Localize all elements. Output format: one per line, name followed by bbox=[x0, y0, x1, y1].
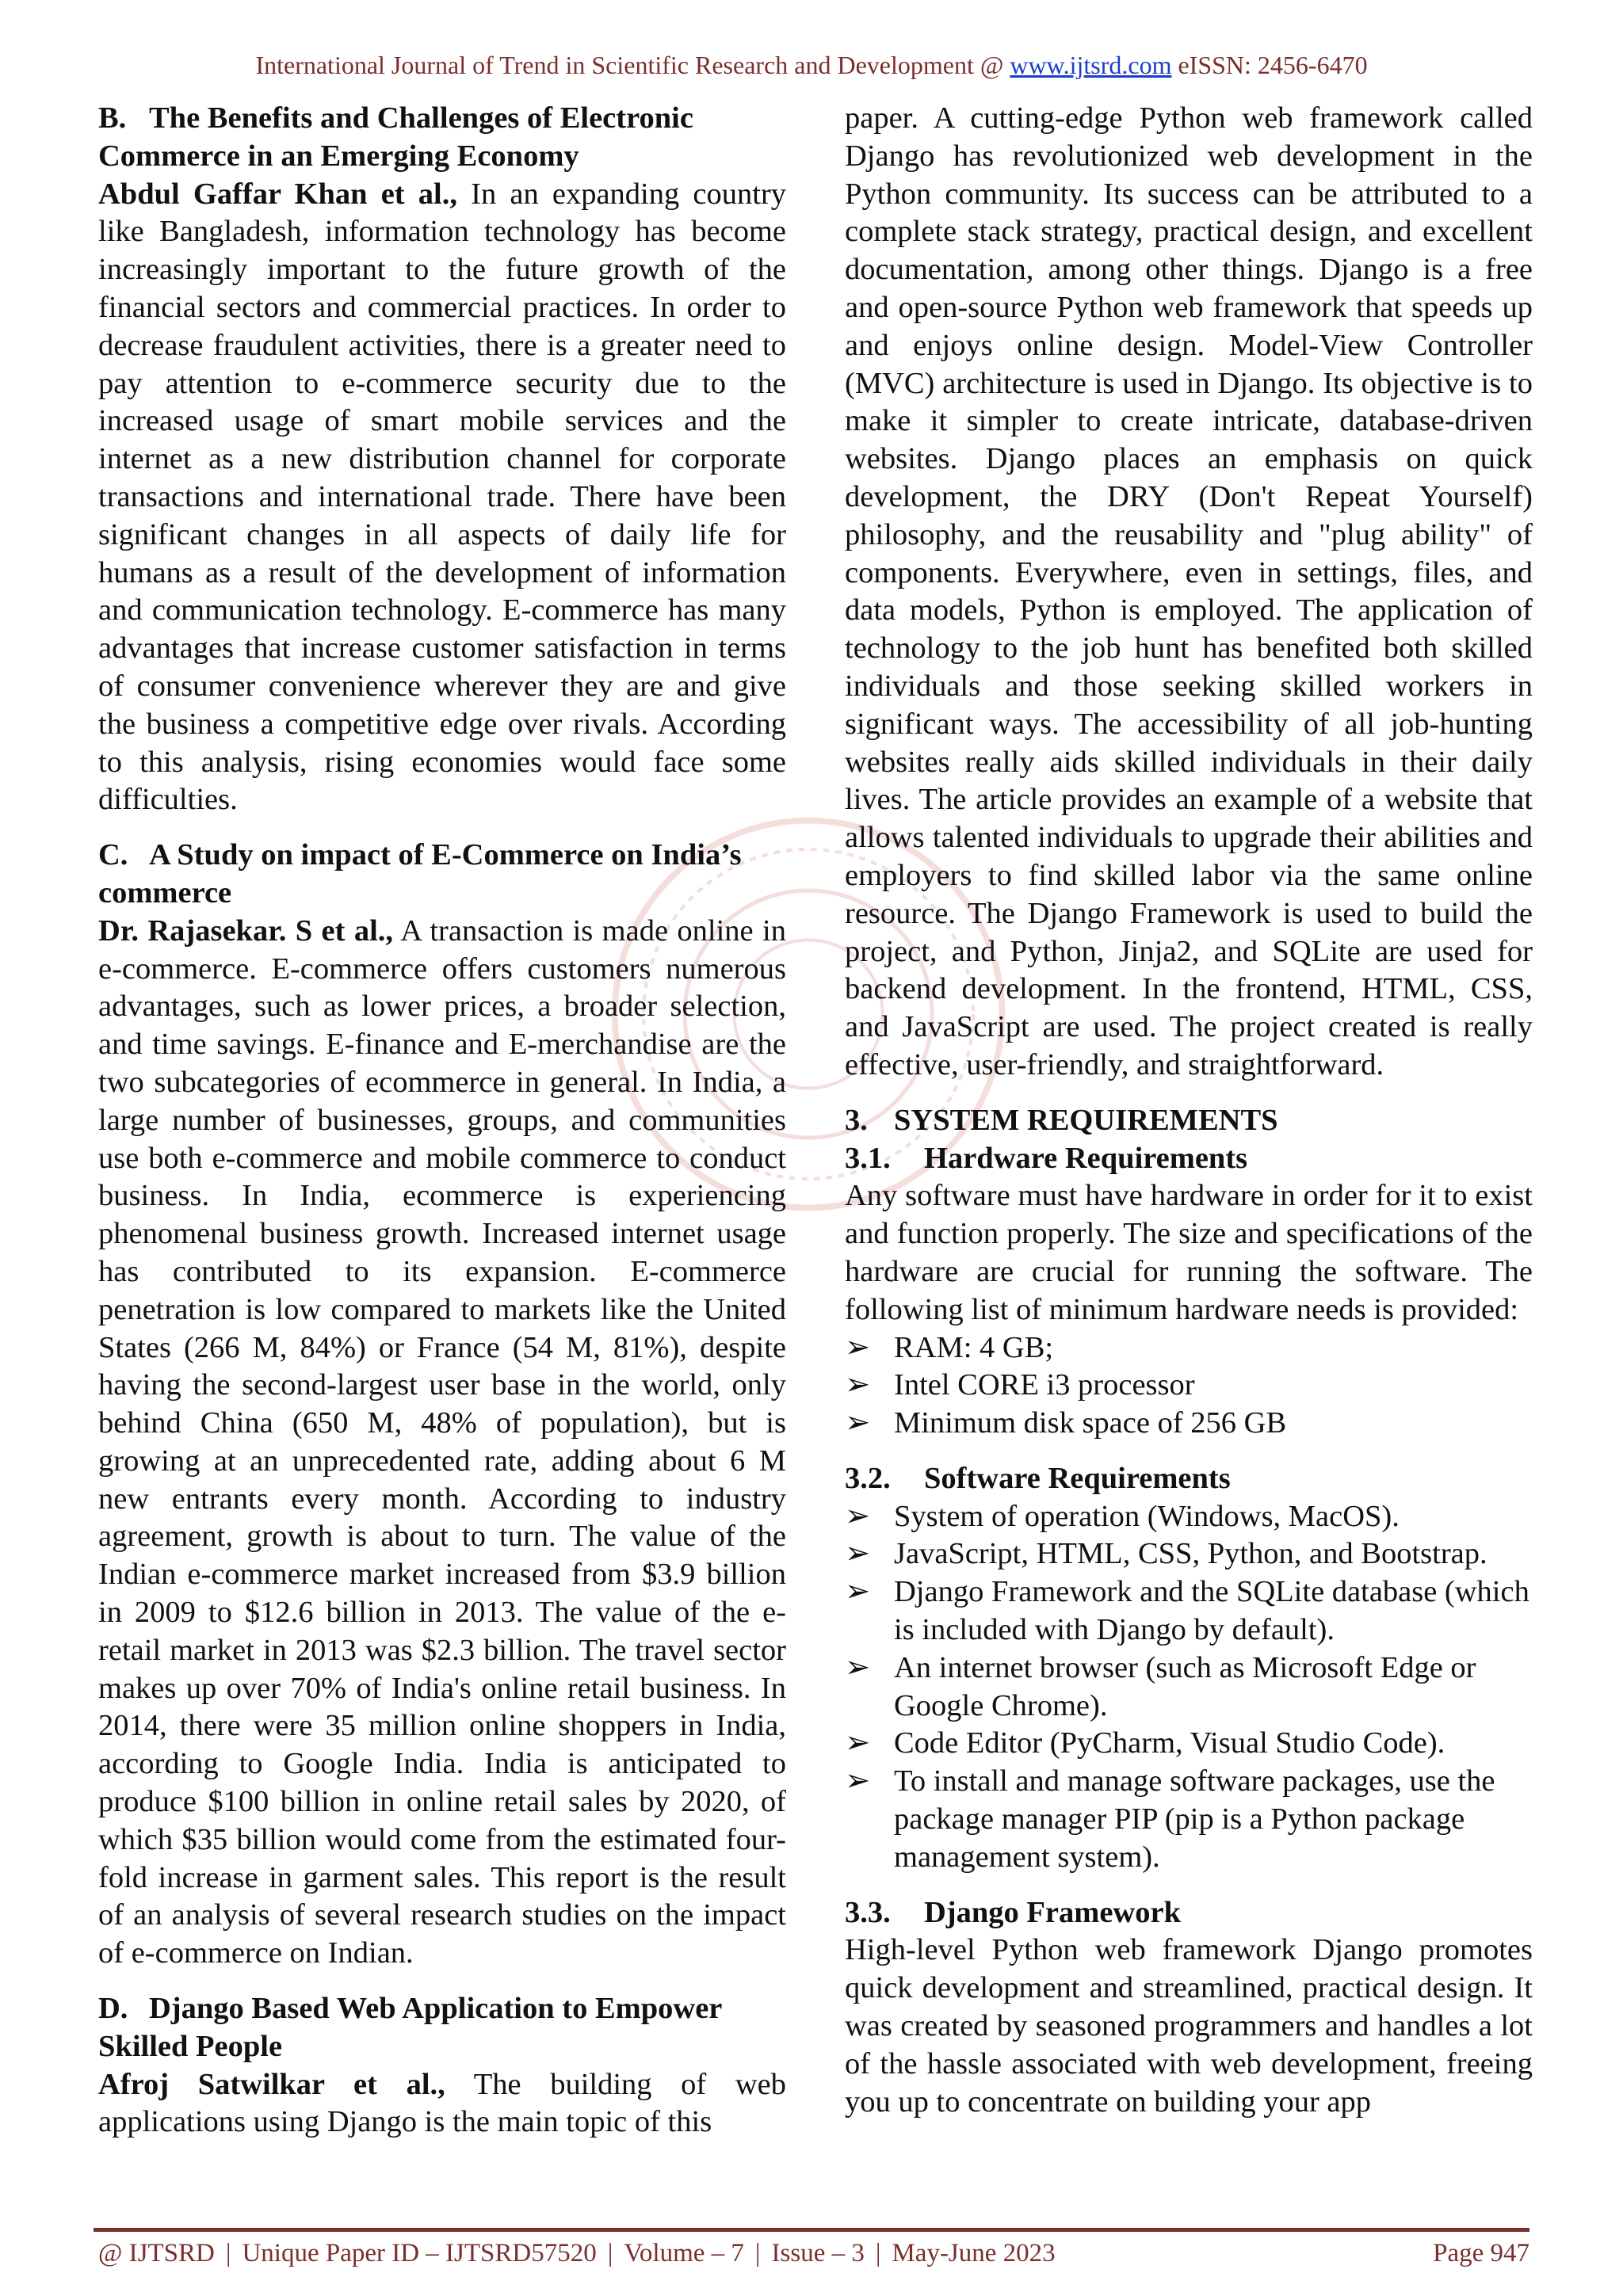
footer-separator: | bbox=[875, 2239, 881, 2267]
footer-separator: | bbox=[607, 2239, 613, 2267]
section-c-author: Dr. Rajasekar. S et al., bbox=[98, 913, 394, 948]
journal-website-link[interactable]: www.ijtsrd.com bbox=[1010, 51, 1172, 79]
section-b-heading: B. The Benefits and Challenges of Electronic Commerce in an Emerging Economy bbox=[98, 101, 693, 173]
bullet-arrow-icon: ➢ bbox=[845, 1368, 871, 1402]
section-3-1-heading: 3.1. Hardware Requirements bbox=[845, 1141, 1248, 1175]
list-item: ➢ Intel CORE i3 processor bbox=[845, 1367, 1533, 1405]
list-item: ➢ An internet browser (such as Microsoft Edge or Google Chrome). bbox=[845, 1650, 1476, 1722]
bullet-arrow-icon: ➢ bbox=[845, 1726, 871, 1760]
section-c-heading: C. A Study on impact of E-Commerce on India’s commerce bbox=[98, 838, 742, 910]
bullet-arrow-icon: ➢ bbox=[845, 1537, 871, 1571]
section-d-continuation: paper. A cutting-edge Python web framework called Django has revolutionized web development in the Python community. Its success can be attributed to a complete stack strategy, practical design, and excellent documentation, among other things. Django is a free and open-source Python web framework that speeds up and enjoys online design. Model-View Controller (MVC) architecture is used in Django. Its objective is to make it simpler to create intricate, database-driven websites. Django places an emphasis on quick development, the DRY (Don't Repeat Yourself) philosophy, and the reusability and "plug ability" of components. Everywhere, even in settings, files, and data models, Python is employed. The application of technology to the job hunt has benefited both skilled individuals and those seeking skilled workers in significant ways. The accessibility of all job-hunting websites really aids skilled individuals in their daily lives. The article provides an example of a website that allows talented individuals to upgrade their abilities and employers to find skilled labor via the same online resource. The Django Framework is used to build the project, and Python, Jinja2, and SQLite are used for backend development. In the frontend, HTML, CSS, and JavaScript are used. The project created is really effective, user-friendly, and straightforward. bbox=[845, 101, 1533, 1081]
hardware-list bbox=[845, 1329, 1533, 1443]
bullet-arrow-icon: ➢ bbox=[845, 1764, 871, 1798]
footer-volume: Volume – 7 bbox=[624, 2239, 744, 2267]
footer-separator: | bbox=[225, 2239, 231, 2267]
page-footer bbox=[98, 2239, 1529, 2268]
section-b-author: Abdul Gaffar Khan et al., bbox=[98, 177, 457, 211]
footer-date: May-June 2023 bbox=[892, 2239, 1056, 2267]
section-3-heading: 3. SYSTEM REQUIREMENTS bbox=[845, 1103, 1278, 1137]
section-d-title: Django Based Web Application to Empower Skilled People bbox=[98, 1992, 722, 2063]
section-3-3-heading: 3.3. Django Framework bbox=[845, 1895, 1181, 1929]
list-item: ➢ Minimum disk space of 256 GB bbox=[845, 1405, 1533, 1443]
section-3-2-heading: 3.2. Software Requirements bbox=[845, 1461, 1231, 1495]
section-3-1-paragraph: Any software must have hardware in order for it to exist and function properly. The size and specifications of the hardware are crucial for running the software. The following list of minimum hardware needs is provided: bbox=[845, 1179, 1533, 1326]
bullet-arrow-icon: ➢ bbox=[845, 1650, 871, 1684]
section-3-1-title: Hardware Requirements bbox=[924, 1141, 1248, 1175]
section-d-heading: D. Django Based Web Application to Empower Skilled People bbox=[98, 1992, 722, 2063]
list-item: ➢ Django Framework and the SQLite database (which is included with Django by default). bbox=[845, 1575, 1529, 1647]
list-item: ➢ RAM: 4 GB; bbox=[845, 1329, 1533, 1367]
list-item: ➢ JavaScript, HTML, CSS, Python, and Bootstrap. bbox=[845, 1535, 1533, 1573]
footer-separator: | bbox=[754, 2239, 761, 2267]
list-item: ➢ To install and manage software packages, use the package manager PIP (pip is a Python package management system). bbox=[845, 1764, 1495, 1874]
list-item: ➢ System of operation (Windows, MacOS). bbox=[845, 1498, 1533, 1536]
left-column bbox=[98, 100, 786, 2142]
software-list bbox=[845, 1498, 1533, 1877]
bullet-arrow-icon: ➢ bbox=[845, 1499, 871, 1533]
footer-issue: Issue – 3 bbox=[771, 2239, 865, 2267]
section-3-title: SYSTEM REQUIREMENTS bbox=[894, 1103, 1278, 1137]
section-3-3-paragraph: High-level Python web framework Django promotes quick development and streamlined, practical design. It was created by seasoned programmers and handles a lot of the hassle associated with web development, freeing you up to concentrate on building your app bbox=[845, 1933, 1533, 2119]
bullet-arrow-icon: ➢ bbox=[845, 1575, 871, 1609]
bullet-arrow-icon: ➢ bbox=[845, 1406, 871, 1440]
header-suffix: eISSN: 2456-6470 bbox=[1171, 51, 1368, 79]
section-d-author: Afroj Satwilkar et al., bbox=[98, 2067, 445, 2101]
section-b-paragraph: Abdul Gaffar Khan et al., In an expanding country like Bangladesh, information technology has become increasingly important to the future growth of the financial sectors and commercial practices. In order to decrease fraudulent activities, there is a greater need to pay attention to e-commerce security due to the increased usage of smart mobile services and the internet as a new distribution channel for corporate transactions and international trade. There have been significant changes in all aspects of daily life for humans as a result of the development of information and communication technology. E-commerce has many advantages that increase customer satisfaction in terms of consumer convenience wherever they are and give the business a competitive edge over rivals. According to this analysis, rising economies would face some difficulties. bbox=[98, 177, 787, 817]
footer-paper-id: Unique Paper ID – IJTSRD57520 bbox=[242, 2239, 597, 2267]
footer-divider bbox=[94, 2228, 1529, 2232]
section-c-paragraph: Dr. Rajasekar. S et al., A transaction is made online in e-commerce. E-commerce offers customers numerous advantages, such as lower prices, a broader selection, and time savings. E-finance and E-merchandise are the two subcategories of ecommerce in general. In India, a large number of businesses, groups, and communities use both e-commerce and mobile commerce to conduct business. In India, ecommerce is experiencing phenomenal business growth. Increased internet usage has contributed to its expansion. E-commerce penetration is low compared to markets like the United States (266 M, 84%) or France (54 M, 81%), despite having the second-largest user base in the world, only behind China (650 M, 48% of population), but is growing at an unprecedented rate, adding about 6 M new entrants every month. According to industry agreement, growth is about to turn. The value of the Indian e-commerce market increased from $3.9 billion in 2009 to $12.6 billion in 2013. The value of the e-retail market in 2013 was $2.3 billion. The travel sector makes up over 70% of India's online retail business. In 2014, there were 35 million online shoppers in India, according to Google India. India is anticipated to produce $100 billion in online retail sales by 2020, of which $35 billion would come from the estimated four-fold increase in garment sales. This report is the result of an analysis of several research studies on the impact of e-commerce on Indian. bbox=[98, 913, 786, 1970]
section-c-title: A Study on impact of E-Commerce on India’s commerce bbox=[98, 838, 742, 910]
section-b-title: The Benefits and Challenges of Electronic Commerce in an Emerging Economy bbox=[98, 101, 693, 173]
list-item: ➢ Code Editor (PyCharm, Visual Studio Code). bbox=[845, 1725, 1533, 1763]
section-3-2-title: Software Requirements bbox=[924, 1461, 1231, 1495]
section-3-3-title: Django Framework bbox=[924, 1895, 1181, 1929]
section-d-paragraph: Afroj Satwilkar et al., The building of web applications using Django is the main topic of this bbox=[98, 2067, 786, 2139]
bullet-arrow-icon: ➢ bbox=[845, 1330, 871, 1364]
footer-page-number: Page 947 bbox=[1433, 2239, 1529, 2267]
running-header bbox=[0, 51, 1623, 80]
header-prefix: International Journal of Trend in Scientific Research and Development @ bbox=[255, 51, 1010, 79]
right-column bbox=[845, 100, 1533, 2121]
footer-journal: @ IJTSRD bbox=[98, 2239, 215, 2267]
